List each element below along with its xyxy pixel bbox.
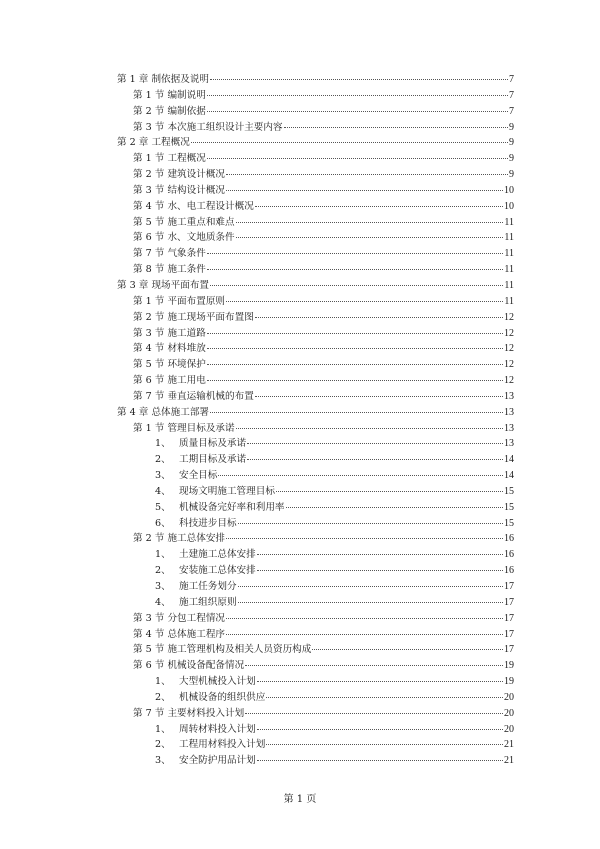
toc-entry-number: 第 2 节 bbox=[133, 169, 165, 181]
toc-entry-text: 结构设计概况 bbox=[167, 184, 226, 196]
toc-entry-number: 2、 bbox=[155, 565, 171, 577]
dot-leader bbox=[255, 206, 503, 207]
toc-entry-number: 第 2 节 bbox=[133, 105, 165, 117]
toc-entry-title bbox=[133, 373, 206, 389]
toc-entry-title bbox=[133, 88, 206, 104]
toc-entry-number: 第 1 章 bbox=[117, 74, 149, 85]
toc-entry-number: 第 3 章 bbox=[117, 279, 149, 291]
dot-leader bbox=[207, 348, 503, 349]
toc-section-entry[interactable] bbox=[117, 151, 514, 167]
toc-subsection-entry[interactable] bbox=[117, 452, 514, 468]
toc-entry-title bbox=[133, 246, 206, 262]
toc-entry-text: 施工重点和难点 bbox=[167, 216, 235, 228]
dot-leader bbox=[245, 713, 503, 714]
toc-entry-title bbox=[155, 547, 256, 563]
dot-leader bbox=[247, 459, 503, 460]
toc-entry-title bbox=[155, 737, 265, 753]
toc-page-number: 13 bbox=[504, 390, 514, 402]
toc-subsection-entry[interactable] bbox=[117, 563, 514, 579]
toc-entry-title bbox=[133, 627, 225, 643]
toc-entry-text: 制依据及说明 bbox=[151, 74, 210, 85]
dot-leader bbox=[245, 665, 503, 666]
toc-entry-text: 管理目标及承诺 bbox=[167, 422, 235, 434]
toc-page-number: 10 bbox=[504, 184, 514, 196]
toc-subsection-entry[interactable] bbox=[117, 579, 514, 595]
toc-entry-number: 2、 bbox=[155, 454, 171, 466]
toc-entry-text: 环境保护 bbox=[167, 359, 206, 371]
toc-section-entry[interactable] bbox=[117, 658, 514, 674]
toc-page-number: 12 bbox=[504, 375, 514, 387]
toc-section-entry[interactable] bbox=[117, 310, 514, 326]
dot-leader bbox=[218, 475, 503, 476]
toc-page-number: 12 bbox=[504, 343, 514, 355]
toc-section-entry[interactable] bbox=[117, 230, 514, 246]
toc-entry-number: 2、 bbox=[155, 691, 171, 703]
toc-entry-number: 第 3 节 bbox=[133, 121, 165, 133]
toc-entry-text: 施工管理机构及相关人员资历构成 bbox=[167, 644, 312, 656]
toc-section-entry[interactable] bbox=[117, 199, 514, 215]
toc-chapter-entry[interactable] bbox=[117, 278, 514, 294]
toc-page-number: 20 bbox=[504, 723, 514, 735]
toc-entry-title bbox=[133, 215, 235, 231]
toc-entry-title bbox=[155, 579, 237, 595]
toc-entry-title bbox=[133, 151, 206, 167]
toc-entry-title bbox=[133, 658, 244, 674]
toc-entry-number: 第 1 节 bbox=[133, 153, 165, 165]
toc-page-number: 17 bbox=[504, 596, 514, 608]
toc-entry-title bbox=[133, 611, 225, 627]
toc-entry-number: 1、 bbox=[155, 438, 171, 450]
toc-entry-text: 平面布置原则 bbox=[167, 295, 226, 307]
toc-entry-title bbox=[133, 389, 254, 405]
toc-section-entry[interactable] bbox=[117, 706, 514, 722]
toc-section-entry[interactable] bbox=[117, 357, 514, 373]
toc-entry-number: 第 6 节 bbox=[133, 232, 165, 244]
toc-entry-number: 第 8 节 bbox=[133, 264, 165, 276]
toc-entry-number: 第 6 节 bbox=[133, 660, 165, 672]
toc-entry-number: 5、 bbox=[155, 501, 171, 513]
toc-entry-title bbox=[133, 294, 225, 310]
toc-entry-text: 质量目标及承诺 bbox=[179, 438, 247, 450]
toc-entry-text: 水、文地质条件 bbox=[167, 232, 235, 244]
toc-entry-title bbox=[155, 753, 256, 769]
toc-section-entry[interactable] bbox=[117, 104, 514, 120]
toc-entry-text: 工期目标及承诺 bbox=[179, 454, 247, 466]
toc-section-entry[interactable] bbox=[117, 611, 514, 627]
toc-entry-number: 3、 bbox=[155, 470, 171, 482]
toc-entry-number: 第 2 节 bbox=[133, 311, 165, 323]
toc-page-number: 17 bbox=[504, 612, 514, 624]
dot-leader bbox=[238, 586, 503, 587]
toc-entry-text: 工程概况 bbox=[151, 137, 190, 149]
toc-entry-title bbox=[133, 262, 206, 278]
dot-leader bbox=[236, 222, 504, 223]
toc-section-entry[interactable] bbox=[117, 531, 514, 547]
dot-leader bbox=[255, 396, 503, 397]
toc-section-entry[interactable] bbox=[117, 294, 514, 310]
dot-leader bbox=[257, 554, 503, 555]
dot-leader bbox=[226, 301, 503, 302]
toc-entry-text: 工程概况 bbox=[167, 153, 206, 165]
dot-leader bbox=[257, 570, 503, 571]
toc-entry-number: 第 4 节 bbox=[133, 200, 165, 212]
toc-page-number: 16 bbox=[504, 533, 514, 545]
toc-entry-title bbox=[133, 706, 244, 722]
toc-entry-number: 4、 bbox=[155, 596, 171, 608]
toc-entry-text: 施工用电 bbox=[167, 375, 206, 387]
toc-entry-text: 编制依据 bbox=[167, 105, 206, 117]
toc-section-entry[interactable] bbox=[117, 389, 514, 405]
toc-entry-text: 周转材料投入计划 bbox=[179, 723, 256, 735]
dot-leader bbox=[257, 760, 503, 761]
toc-subsection-entry[interactable] bbox=[117, 690, 514, 706]
toc-entry-text: 垂直运输机械的布置 bbox=[167, 390, 254, 402]
dot-leader bbox=[207, 253, 504, 254]
dot-leader bbox=[284, 127, 508, 128]
toc-page-number: 19 bbox=[504, 660, 514, 672]
toc-page-number: 14 bbox=[504, 454, 514, 466]
toc-subsection-entry[interactable] bbox=[117, 595, 514, 611]
toc-entry-number: 第 4 节 bbox=[133, 343, 165, 355]
toc-section-entry[interactable] bbox=[117, 215, 514, 231]
toc-entry-number: 第 1 节 bbox=[133, 89, 165, 101]
toc-entry-number: 第 6 节 bbox=[133, 375, 165, 387]
toc-entry-title bbox=[133, 104, 206, 120]
toc-chapter-entry[interactable] bbox=[117, 135, 514, 151]
toc-entry-number: 3、 bbox=[155, 581, 171, 592]
toc-page-number: 20 bbox=[504, 707, 514, 719]
toc-entry-number: 第 1 节 bbox=[133, 422, 165, 434]
toc-entry-number: 第 3 节 bbox=[133, 327, 165, 339]
toc-page-number: 11 bbox=[504, 295, 514, 307]
page-number: 第 1 页 bbox=[283, 794, 317, 805]
dot-leader bbox=[266, 744, 503, 745]
toc-entry-text: 施工条件 bbox=[167, 264, 206, 276]
toc-entry-number: 第 7 节 bbox=[133, 707, 165, 719]
dot-leader bbox=[266, 697, 503, 698]
toc-page-number: 11 bbox=[504, 279, 514, 291]
toc-page-number: 16 bbox=[504, 565, 514, 577]
dot-leader bbox=[226, 634, 503, 635]
toc-entry-title bbox=[155, 563, 256, 579]
toc-page-number: 17 bbox=[504, 581, 514, 592]
toc-entry-title bbox=[133, 421, 235, 437]
toc-entry-title bbox=[133, 357, 206, 373]
toc-page-number: 11 bbox=[504, 216, 514, 228]
page-number-footer bbox=[0, 790, 600, 805]
toc-entry-text: 安全目标 bbox=[179, 470, 218, 482]
dot-leader bbox=[257, 681, 503, 682]
toc-entry-text: 气象条件 bbox=[167, 248, 206, 260]
toc-page-number: 10 bbox=[504, 200, 514, 212]
toc-entry-title bbox=[133, 341, 206, 357]
toc-entry-title bbox=[133, 326, 206, 342]
toc-subsection-entry[interactable] bbox=[117, 500, 514, 516]
toc-entry-title bbox=[117, 135, 190, 151]
toc-page-number: 9 bbox=[509, 137, 514, 149]
toc-page-number: 21 bbox=[504, 739, 514, 751]
toc-entry-number: 3、 bbox=[155, 755, 171, 767]
toc-page-number: 9 bbox=[509, 169, 514, 181]
toc-entry-number: 第 5 节 bbox=[133, 644, 165, 656]
toc-entry-title bbox=[155, 500, 285, 516]
dot-leader bbox=[210, 79, 508, 80]
toc-page-number: 13 bbox=[504, 438, 514, 450]
toc-page-number: 7 bbox=[509, 105, 514, 117]
dot-leader bbox=[247, 443, 503, 444]
dot-leader bbox=[207, 364, 503, 365]
dot-leader bbox=[207, 95, 508, 96]
toc-entry-title bbox=[155, 468, 217, 484]
dot-leader bbox=[238, 523, 503, 524]
toc-entry-number: 第 3 节 bbox=[133, 612, 165, 624]
toc-subsection-entry[interactable] bbox=[117, 737, 514, 753]
toc-subsection-entry[interactable] bbox=[117, 436, 514, 452]
toc-entry-text: 安全防护用品计划 bbox=[179, 755, 256, 767]
toc-page-number: 21 bbox=[504, 755, 514, 767]
dot-leader bbox=[226, 174, 508, 175]
toc-page-number: 12 bbox=[504, 327, 514, 339]
toc-entry-text: 施工现场平面布置图 bbox=[167, 311, 254, 323]
toc-entry-text: 本次施工组织设计主要内容 bbox=[167, 121, 283, 133]
toc-section-entry[interactable] bbox=[117, 341, 514, 357]
toc-entry-number: 4、 bbox=[155, 485, 171, 497]
toc-entry-text: 施工总体安排 bbox=[167, 533, 226, 545]
toc-page-number: 15 bbox=[504, 517, 514, 529]
toc-subsection-entry[interactable] bbox=[117, 547, 514, 563]
toc-entry-text: 机械设备完好率和利用率 bbox=[179, 501, 285, 513]
toc-section-entry[interactable] bbox=[117, 262, 514, 278]
toc-entry-text: 材料堆放 bbox=[167, 343, 206, 355]
toc-entry-title bbox=[155, 484, 275, 500]
toc-entry-number: 2、 bbox=[155, 739, 171, 751]
toc-section-entry[interactable] bbox=[117, 642, 514, 658]
toc-entry-title bbox=[133, 531, 225, 547]
toc-entry-title bbox=[155, 722, 256, 738]
toc-page-number: 11 bbox=[504, 248, 514, 260]
dot-leader bbox=[207, 333, 503, 334]
dot-leader bbox=[236, 428, 503, 429]
toc-entry-number: 第 3 节 bbox=[133, 184, 165, 196]
toc-entry-title bbox=[155, 436, 246, 452]
toc-entry-number: 第 4 节 bbox=[133, 628, 165, 640]
toc-entry-text: 安装施工总体安排 bbox=[179, 565, 256, 577]
toc-entry-number: 第 1 节 bbox=[133, 295, 165, 307]
toc-entry-text: 现场平面布置 bbox=[151, 279, 210, 291]
toc-entry-number: 第 7 节 bbox=[133, 248, 165, 260]
toc-page-number: 15 bbox=[504, 485, 514, 497]
toc-subsection-entry[interactable] bbox=[117, 674, 514, 690]
toc-entry-title bbox=[117, 405, 209, 421]
dot-leader bbox=[236, 237, 504, 238]
toc-entry-title bbox=[117, 72, 209, 88]
dot-leader bbox=[207, 380, 503, 381]
table-of-contents bbox=[117, 72, 514, 769]
toc-entry-title bbox=[155, 516, 237, 532]
toc-page-number: 11 bbox=[504, 232, 514, 244]
toc-entry-text: 编制说明 bbox=[167, 89, 206, 101]
toc-subsection-entry[interactable] bbox=[117, 516, 514, 532]
dot-leader bbox=[286, 507, 503, 508]
toc-entry-text: 施工道路 bbox=[167, 327, 206, 339]
toc-entry-title bbox=[133, 167, 225, 183]
toc-entry-title bbox=[133, 120, 283, 136]
toc-entry-text: 机械设备的组织供应 bbox=[179, 691, 266, 703]
toc-page-number: 13 bbox=[504, 406, 514, 418]
toc-page-number: 15 bbox=[504, 501, 514, 513]
dot-leader bbox=[257, 729, 503, 730]
toc-entry-number: 第 4 章 bbox=[117, 406, 149, 418]
toc-section-entry[interactable] bbox=[117, 120, 514, 136]
toc-section-entry[interactable] bbox=[117, 421, 514, 437]
toc-section-entry[interactable] bbox=[117, 183, 514, 199]
toc-entry-title bbox=[133, 199, 254, 215]
toc-section-entry[interactable] bbox=[117, 246, 514, 262]
toc-page-number: 20 bbox=[504, 691, 514, 703]
toc-entry-number: 1、 bbox=[155, 549, 171, 561]
toc-page-number: 9 bbox=[509, 121, 514, 133]
toc-entry-text: 总体施工程序 bbox=[167, 628, 226, 640]
toc-chapter-entry[interactable] bbox=[117, 72, 514, 88]
toc-entry-number: 6、 bbox=[155, 517, 171, 529]
toc-entry-title bbox=[155, 690, 265, 706]
dot-leader bbox=[207, 269, 504, 270]
toc-page-number: 13 bbox=[504, 422, 514, 434]
toc-entry-number: 第 7 节 bbox=[133, 390, 165, 402]
toc-entry-text: 现场文明施工管理目标 bbox=[179, 485, 275, 497]
toc-page-number: 12 bbox=[504, 359, 514, 371]
toc-entry-title bbox=[133, 310, 254, 326]
toc-entry-title bbox=[133, 183, 225, 199]
toc-entry-text: 主要材料投入计划 bbox=[167, 707, 245, 719]
toc-page-number: 16 bbox=[504, 549, 514, 561]
toc-entry-title bbox=[155, 595, 237, 611]
dot-leader bbox=[238, 602, 503, 603]
toc-subsection-entry[interactable] bbox=[117, 753, 514, 769]
toc-chapter-entry[interactable] bbox=[117, 405, 514, 421]
toc-entry-text: 施工任务划分 bbox=[179, 581, 237, 592]
dot-leader bbox=[255, 317, 503, 318]
toc-entry-number: 第 2 章 bbox=[117, 137, 149, 149]
toc-subsection-entry[interactable] bbox=[117, 468, 514, 484]
toc-section-entry[interactable] bbox=[117, 167, 514, 183]
toc-entry-text: 工程用材料投入计划 bbox=[179, 739, 266, 751]
toc-section-entry[interactable] bbox=[117, 373, 514, 389]
toc-entry-number: 第 5 节 bbox=[133, 359, 165, 371]
dot-leader bbox=[210, 412, 503, 413]
toc-page-number: 7 bbox=[509, 89, 514, 101]
toc-entry-text: 施工组织原则 bbox=[179, 596, 237, 608]
toc-entry-title bbox=[155, 674, 256, 690]
toc-entry-text: 土建施工总体安排 bbox=[179, 549, 256, 561]
toc-entry-text: 总体施工部署 bbox=[151, 406, 210, 418]
dot-leader bbox=[207, 158, 508, 159]
dot-leader bbox=[191, 142, 508, 143]
toc-page-number: 9 bbox=[509, 153, 514, 165]
toc-page-number: 17 bbox=[504, 628, 514, 640]
toc-entry-title bbox=[133, 642, 311, 658]
toc-entry-text: 水、电工程设计概况 bbox=[167, 200, 254, 212]
dot-leader bbox=[210, 285, 503, 286]
toc-section-entry[interactable] bbox=[117, 88, 514, 104]
toc-entry-title bbox=[155, 452, 246, 468]
toc-entry-number: 第 2 节 bbox=[133, 533, 165, 545]
toc-entry-number: 1、 bbox=[155, 723, 171, 735]
dot-leader bbox=[226, 190, 503, 191]
toc-section-entry[interactable] bbox=[117, 326, 514, 342]
toc-page-number: 11 bbox=[504, 264, 514, 276]
dot-leader bbox=[226, 538, 503, 539]
toc-entry-text: 机械设备配备情况 bbox=[167, 660, 245, 672]
toc-entry-title bbox=[117, 278, 209, 294]
toc-page-number: 14 bbox=[504, 470, 514, 482]
toc-subsection-entry[interactable] bbox=[117, 484, 514, 500]
toc-page-number: 7 bbox=[509, 74, 514, 85]
dot-leader bbox=[207, 111, 508, 112]
toc-entry-text: 建筑设计概况 bbox=[167, 169, 226, 181]
toc-entry-title bbox=[133, 230, 235, 246]
toc-entry-number: 第 5 节 bbox=[133, 216, 165, 228]
dot-leader bbox=[276, 491, 503, 492]
dot-leader bbox=[226, 618, 503, 619]
toc-entry-text: 大型机械投入计划 bbox=[179, 676, 256, 688]
toc-entry-text: 分包工程情况 bbox=[167, 612, 226, 624]
toc-entry-text: 科技进步目标 bbox=[179, 517, 237, 529]
toc-subsection-entry[interactable] bbox=[117, 722, 514, 738]
dot-leader bbox=[312, 649, 503, 650]
toc-page-number: 12 bbox=[504, 311, 514, 323]
toc-section-entry[interactable] bbox=[117, 627, 514, 643]
toc-page-number: 17 bbox=[504, 644, 514, 656]
toc-page-number: 19 bbox=[504, 676, 514, 688]
toc-entry-number: 1、 bbox=[155, 676, 171, 688]
